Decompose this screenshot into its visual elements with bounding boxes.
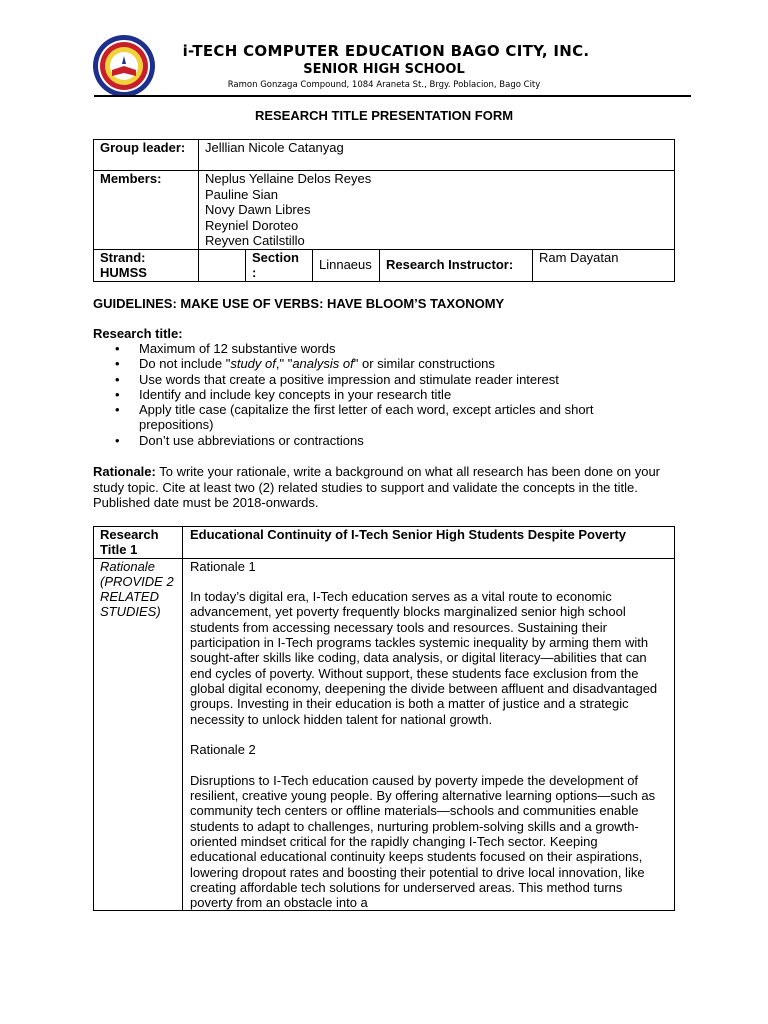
rationale-1-heading: Rationale 1 bbox=[190, 558, 256, 574]
list-item: • Apply title case (capitalize the first letter of each word, except articles and short prepositions) bbox=[93, 402, 653, 433]
guidelines-heading: GUIDELINES: MAKE USE OF VERBS: HAVE BLOOM’S TAXONOMY bbox=[93, 296, 505, 311]
research-title-label: Research title: bbox=[93, 326, 183, 341]
member-item: Neplus Yellaine Delos Reyes bbox=[205, 171, 372, 186]
list-item: • Do not include "study of," "analysis of" or similar constructions bbox=[93, 356, 653, 371]
research-title-value: Educational Continuity of I-Tech Senior High Students Despite Poverty bbox=[183, 527, 675, 559]
group-leader-value: Jelllian Nicole Catanyag bbox=[199, 140, 675, 171]
list-item: • Maximum of 12 substantive words bbox=[93, 341, 653, 356]
rationale-label-cell: Rationale (PROVIDE 2 RELATED STUDIES) bbox=[94, 558, 183, 911]
list-item: • Use words that create a positive impression and stimulate reader interest bbox=[93, 372, 653, 387]
title-guidelines-list bbox=[93, 341, 653, 448]
rationale-instructions: Rationale: To write your rationale, write a background on what all research has been done on your study topic. Cite at least two (2) related studies to support and validate the concepts in the title. Published date must be 2018-onwards. bbox=[93, 464, 661, 510]
group-info-table bbox=[93, 139, 675, 282]
list-item: • Don’t use abbreviations or contractions bbox=[93, 433, 653, 448]
header-divider bbox=[94, 95, 691, 97]
rationale-body bbox=[183, 558, 675, 911]
member-item: Pauline Sian bbox=[205, 186, 278, 202]
school-name: i-TECH COMPUTER EDUCATION BAGO CITY, INC. bbox=[182, 42, 590, 60]
instructor-label: Research Instructor: bbox=[380, 249, 533, 281]
form-title: RESEARCH TITLE PRESENTATION FORM bbox=[254, 108, 514, 123]
members-label: Members: bbox=[94, 171, 199, 250]
strand-value bbox=[199, 249, 246, 281]
rationale-2-heading: Rationale 2 bbox=[190, 742, 256, 758]
school-division: SENIOR HIGH SCHOOL bbox=[303, 62, 465, 77]
section-label: Section : bbox=[246, 249, 313, 281]
member-item: Reyniel Doroteo bbox=[205, 217, 299, 233]
rationale-2-text: Disruptions to I-Tech education caused by poverty impede the development of resilient, creative young people. By offering alternative learning options—such as community tech centers or offline materials—schools and communities enable students to adapt to challenges, nurturing problem-solving skills and a growth-oriented mindset critical for the rapidly changing I-Tech sector. Keeping educational educational continuity keeps students focused on their aspirations, lowering dropout rates and boosting their potential to drive local innovation, like creating affordable tech solutions for underserved areas. This method turns poverty from an obstacle into a bbox=[190, 772, 656, 911]
strand-label: Strand: HUMSS bbox=[94, 249, 199, 281]
instructor-value: Ram Dayatan bbox=[533, 249, 675, 281]
research-title-label-cell: Research Title 1 bbox=[94, 527, 183, 559]
list-item: • Identify and include key concepts in your research title bbox=[93, 387, 653, 402]
members-list bbox=[199, 171, 675, 250]
school-address: Ramon Gonzaga Compound, 1084 Araneta St., Brgy. Poblacion, Bago City bbox=[227, 80, 541, 90]
member-item: Reyven Catilstillo bbox=[205, 233, 305, 248]
rationale-1-text: In today’s digital era, I-Tech education serves as a vital route to economic advancement, yet poverty frequently blocks marginalized senior high school students from accessing necessary tools and resources. Sustaining their participation in I-Tech programs tackles systemic inequality by arming them with sought-after skills like coding, data analysis, or digital literacy—abilities that can end cycles of poverty. Without support, these students face exclusion from the global digital economy, deepening the divide between affluent and disadvantaged groups. Investing in their education is both a matter of justice and a strategic necessity to unlock hidden talent for national growth. bbox=[190, 589, 658, 727]
research-title-table bbox=[93, 526, 675, 911]
section-value: Linnaeus bbox=[313, 249, 380, 281]
group-leader-label: Group leader: bbox=[94, 140, 199, 171]
member-item: Novy Dawn Libres bbox=[205, 202, 311, 217]
